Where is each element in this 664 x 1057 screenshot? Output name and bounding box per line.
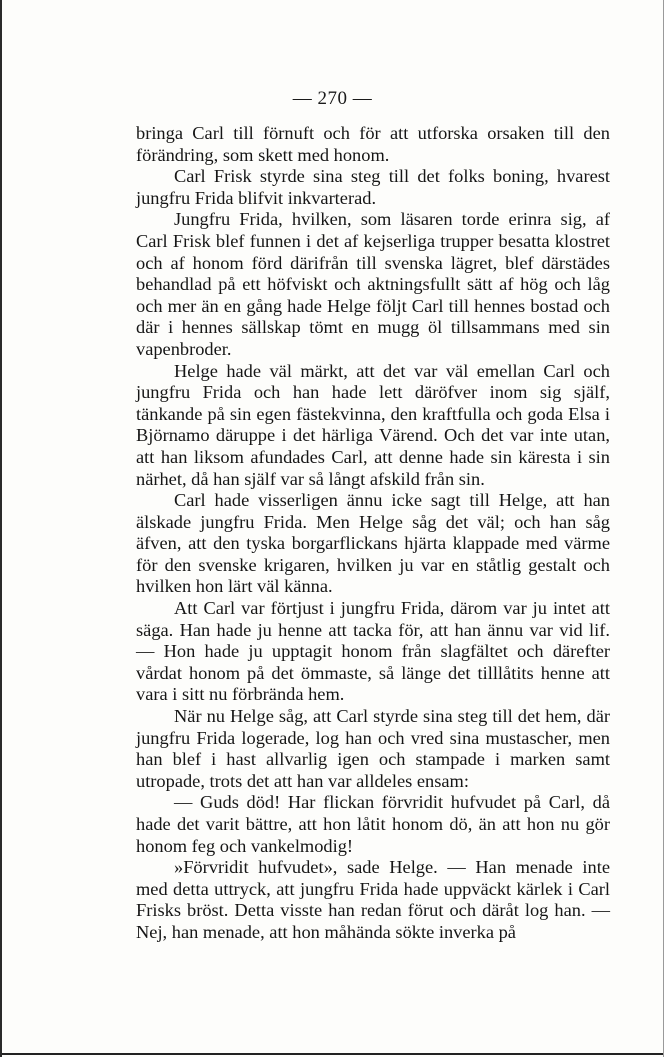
paragraph: Jungfru Frida, hvilken, som läsaren torde erinra sig, af Carl Frisk blef funnen i det af kejserliga trupper besatta klostret och af honom förd därifrån till svenska lägret, blef därstädes behandlad på ett höfviskt och aktningsfullt sätt af hög och låg och mer än en gång hade Helge följt Carl till hennes bostad och där i hennes sällskap tömt en mugg öl tillsammans med sin vapenbroder. xyxy=(136,209,610,359)
paragraph: bringa Carl till förnuft och för att utforska orsaken till den förändring, som skett med honom. xyxy=(136,123,610,165)
paragraph: Att Carl var förtjust i jungfru Frida, därom var ju intet att säga. Han hade ju henne att tacka för, att han ännu var vid lif. — Hon hade ju upptagit honom från slagfältet och därefter vårdat honom på det ömmaste, så länge det tilllåtits henne att vara i sitt nu förbrända hem. xyxy=(136,598,610,705)
paragraph: När nu Helge såg, att Carl styrde sina steg till det hem, där jungfru Frida logerade, log han och vred sina mustascher, men han blef i hast allvarlig igen och stampade i marken samt utropade, trots det att han var alldeles ensam: xyxy=(136,706,610,791)
paragraph: Carl hade visserligen ännu icke sagt till Helge, att han älskade jungfru Frida. Men Helge såg det väl; och han såg äfven, att den tyska borgarflickans hjärta klappade med värme för den svenske krigaren, hvilken ju var en ståtlig gestalt och hvilken hon lärt väl känna. xyxy=(136,490,610,597)
page-bottom-edge xyxy=(2,1053,663,1055)
page-body xyxy=(136,123,610,944)
paragraph: Helge hade väl märkt, att det var väl emellan Carl och jungfru Frida och han hade lett däröfver inom sig själf, tänkande på sin egen fästekvinna, den kraftfulla och goda Elsa i Björnamo däruppe i det härliga Värend. Och det var inte utan, att han liksom afundades Carl, att denne hade sin käresta i sin närhet, då han själf var så långt afskild från sin. xyxy=(136,360,610,489)
page-number: — 270 — xyxy=(292,88,373,109)
paragraph: Carl Frisk styrde sina steg till det folks boning, hvarest jungfru Frida blifvit inkvarterad. xyxy=(136,166,610,208)
paragraph: »Förvridit hufvudet», sade Helge. — Han menade inte med detta uttryck, att jungfru Frida hade uppväckt kärlek i Carl Frisks bröst. Detta visste han redan förut och däråt log han. — Nej, han menade, att hon måhända sökte inverka på xyxy=(136,857,610,942)
paragraph: — Guds död! Har flickan förvridit hufvudet på Carl, då hade det varit bättre, att hon låtit honom dö, än att hon nu gör honom feg och vankelmodig! xyxy=(136,792,610,856)
